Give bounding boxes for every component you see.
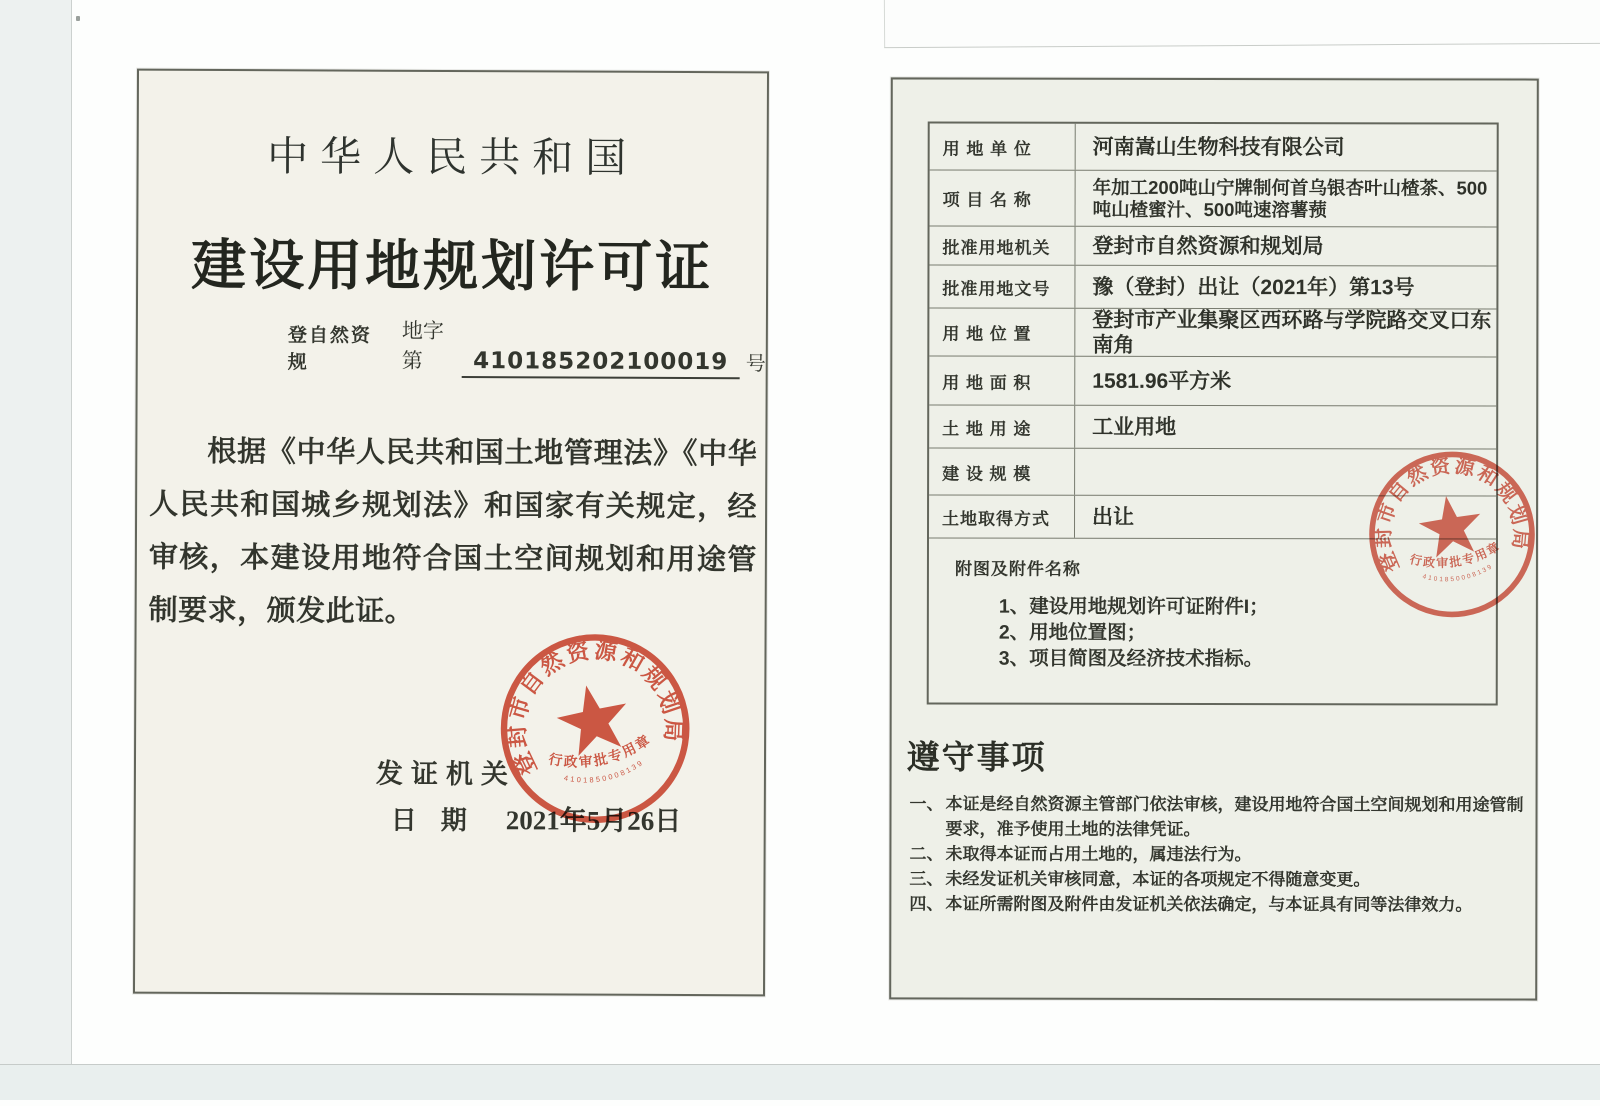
row-value: 工业用地 (1092, 415, 1177, 439)
certificate-body-paragraph: 根据《中华人民共和国土地管理法》《中华人民共和国城乡规划法》和国家有关规定，经审核，本建设用地符合国土空间规划和用途管制要求，颁发此证。 (148, 435, 758, 628)
seal-org-text: 登封市自然资源和规划局 (503, 637, 687, 780)
seal-org-text: 登封市自然资源和规划局 (1372, 454, 1532, 576)
attachment-item: 2、用地位置图； (998, 621, 1147, 644)
seal-title-text: 行政审批专用章 (1408, 538, 1504, 571)
issue-date: 2021年5月26日 (505, 805, 682, 837)
attachment-item: 3、项目简图及经济技术指标。 (998, 647, 1264, 671)
serial-number-row (288, 314, 766, 379)
row-label: 批准用地机关 (929, 227, 1075, 265)
issuer-label: 发证机关 (375, 758, 517, 790)
table-row (929, 309, 1496, 358)
row-label: 土 地 用 途 (929, 406, 1075, 448)
table-row (929, 227, 1496, 267)
row-value: 豫（登封）出让（2021年）第13号 (1092, 275, 1415, 299)
notice-number: 四、 (909, 894, 944, 914)
seal-code-text: 4101850008139 (563, 757, 646, 785)
table-row (930, 124, 1497, 172)
notice-text: 未经发证机关审核同意，本证的各项规定不得随意变更。 (945, 869, 1371, 890)
row-label: 土地取得方式 (929, 496, 1075, 538)
row-label: 用 地 面 积 (929, 357, 1075, 405)
serial-label: 地字第 (401, 318, 444, 373)
official-seal (479, 613, 711, 845)
table-row (929, 406, 1496, 450)
serial-suffix: 号 (745, 353, 766, 376)
attachment-item: 1、建设用地规划许可证附件I； (998, 595, 1269, 619)
seal-title-text: 行政审批专用章 (547, 731, 654, 770)
scan-artifact (76, 16, 80, 21)
attachments-label: 附图及附件名称 (954, 559, 1081, 579)
serial-number: 410185202100019 (462, 348, 740, 379)
row-value: 登封市产业集聚区西环路与学院路交叉口东南角 (1092, 308, 1492, 357)
notice-text: 本证是经自然资源主管部门依法审核，建设用地符合国土空间规划和用途管制要求，准予使用土地的法律凭证。 (945, 794, 1524, 839)
scanner-background-bottom (0, 1064, 1600, 1100)
notice-item (909, 891, 1523, 917)
row-label: 项 目 名 称 (930, 171, 1076, 226)
row-value: 出让 (1092, 505, 1135, 529)
date-label-1: 日 (390, 804, 417, 835)
row-value: 年加工200吨山宁牌制何首乌银杏叶山楂茶、500吨山楂蜜汁、500吨速溶薯蓣 (1092, 176, 1488, 220)
table-row (929, 357, 1496, 407)
scanner-background-left (0, 0, 72, 1100)
permit-info-page (889, 77, 1539, 1000)
official-seal (1354, 436, 1551, 633)
serial-prefix: 登自然资规 (287, 325, 372, 374)
row-value: 河南嵩山生物科技有限公司 (1092, 135, 1345, 159)
row-label: 批准用地文号 (929, 266, 1075, 308)
row-value: 1581.96平方米 (1092, 369, 1232, 393)
notices-list (909, 791, 1523, 917)
notice-number: 一、 (909, 794, 944, 814)
star-icon (1415, 491, 1485, 559)
date-label-2: 期 (440, 804, 467, 836)
row-label: 用 地 单 位 (930, 124, 1076, 170)
seal-code-text: 4101850008139 (1421, 562, 1495, 584)
notice-item (909, 791, 1523, 842)
notice-item (909, 841, 1523, 867)
notice-text: 本证所需附图及附件由发证机关依法确定，与本证具有同等法律效力。 (945, 894, 1473, 915)
row-label: 建 设 规 模 (929, 449, 1075, 495)
permit-cover-page (133, 69, 769, 997)
certificate-title: 建设用地规划许可证 (191, 233, 714, 299)
notice-number: 二、 (909, 844, 944, 864)
table-row (930, 171, 1497, 228)
notices-heading: 遵守事项 (906, 738, 1047, 776)
notice-number: 三、 (909, 869, 944, 889)
row-label: 用 地 位 置 (929, 309, 1075, 356)
row-value: 登封市自然资源和规划局 (1092, 234, 1324, 258)
notice-item (909, 866, 1523, 892)
notice-text: 未取得本证而占用土地的，属违法行为。 (945, 844, 1252, 865)
table-row (929, 266, 1496, 310)
loose-sheet-edge (884, 0, 1600, 48)
country-title: 中华人民共和国 (267, 133, 639, 181)
